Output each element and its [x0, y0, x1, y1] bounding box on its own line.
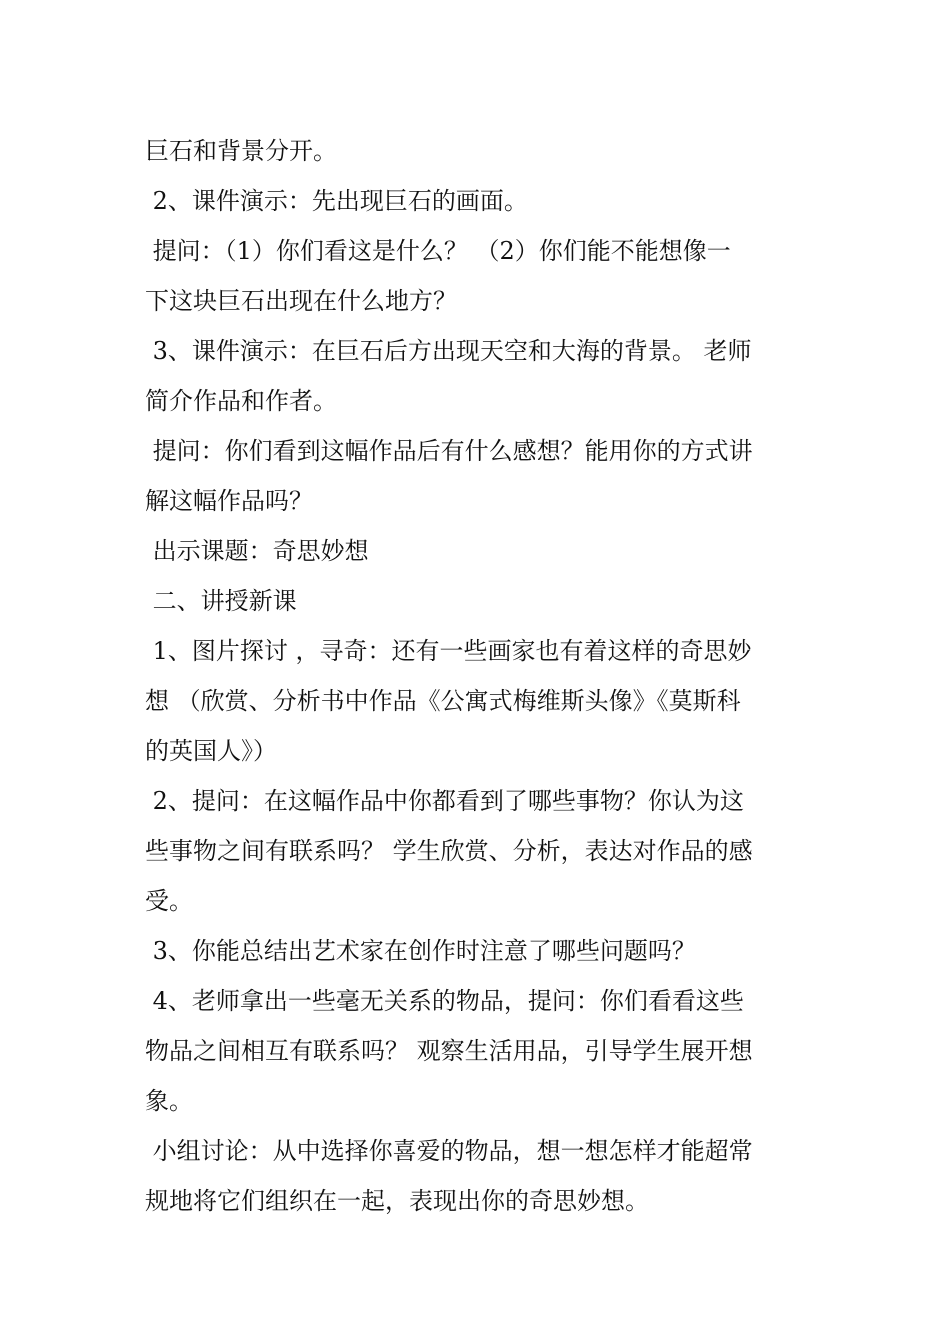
text-line-5: 3、课件演示：在巨石后方出现天空和大海的背景。 老师 [145, 337, 752, 365]
text-line-16: 受。 [145, 887, 193, 915]
text-line-17: 3、你能总结出艺术家在创作时注意了哪些问题吗？ [145, 937, 696, 965]
text-line-7: 提问：你们看到这幅作品后有什么感想？能用你的方式讲 [145, 437, 753, 465]
text-line-20: 象。 [145, 1087, 193, 1115]
text-line-2: 2、课件演示：先出现巨石的画面。 [145, 187, 528, 215]
text-line-8: 解这幅作品吗？ [145, 487, 313, 515]
text-line-22: 规地将它们组织在一起，表现出你的奇思妙想。 [145, 1187, 649, 1215]
text-line-21: 小组讨论：从中选择你喜爱的物品，想一想怎样才能超常 [145, 1137, 753, 1165]
document-body [145, 126, 810, 1226]
text-line-6: 简介作品和作者。 [145, 387, 337, 415]
text-line-9: 出示课题：奇思妙想 [145, 537, 369, 565]
text-line-15: 些事物之间有联系吗？ 学生欣赏、分析，表达对作品的感 [145, 837, 753, 865]
text-line-10: 二、讲授新课 [145, 587, 297, 615]
text-line-19: 物品之间相互有联系吗？ 观察生活用品，引导学生展开想 [145, 1037, 753, 1065]
text-line-14: 2、提问：在这幅作品中你都看到了哪些事物？你认为这 [145, 787, 744, 815]
text-line-13: 的英国人》） [145, 737, 277, 765]
text-line-3: 提问：（1）你们看这是什么？ （2）你们能不能想像一 [145, 237, 731, 265]
text-line-4: 下这块巨石出现在什么地方？ [145, 287, 457, 315]
text-line-1: 巨石和背景分开。 [145, 137, 337, 165]
text-line-12: 想 （欣赏、分析书中作品《公寓式梅维斯头像》《莫斯科 [145, 687, 741, 715]
text-line-18: 4、老师拿出一些毫无关系的物品，提问：你们看看这些 [145, 987, 744, 1015]
text-line-11: 1、图片探讨 ，寻奇：还有一些画家也有着这样的奇思妙 [145, 637, 752, 665]
